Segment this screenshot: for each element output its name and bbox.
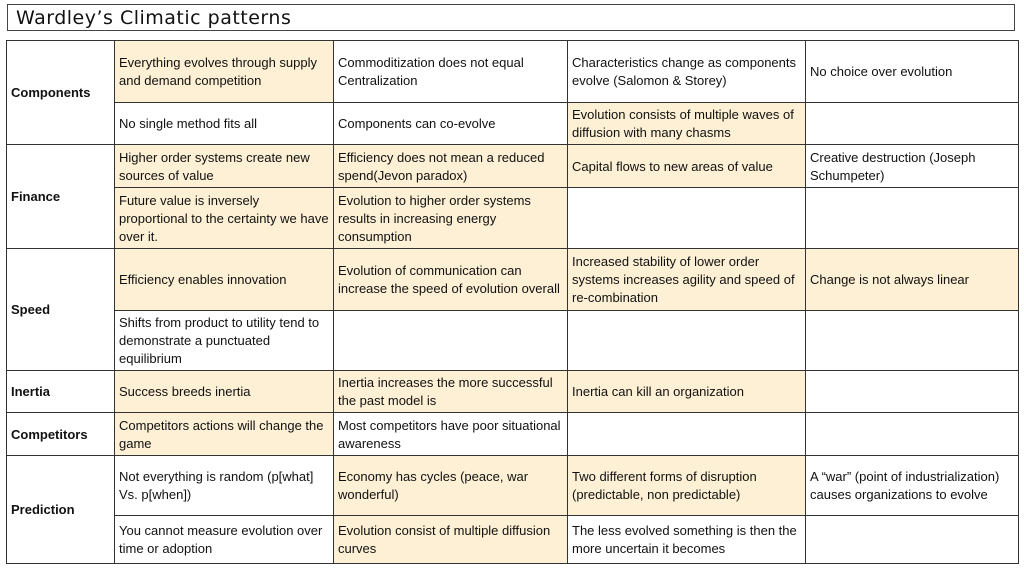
pattern-cell: Efficiency enables innovation xyxy=(115,249,334,311)
pattern-cell: You cannot measure evolution over time or adoption xyxy=(115,516,334,564)
table-row xyxy=(7,249,1019,311)
table-row xyxy=(7,311,1019,371)
pattern-cell: Evolution to higher order systems results in increasing energy consumption xyxy=(334,188,568,249)
pattern-cell: Creative destruction (Joseph Schumpeter) xyxy=(806,145,1019,188)
pattern-cell xyxy=(806,413,1019,456)
table-row xyxy=(7,413,1019,456)
pattern-cell: A “war” (point of industrialization) causes organizations to evolve xyxy=(806,456,1019,516)
table-row xyxy=(7,103,1019,145)
pattern-cell xyxy=(806,516,1019,564)
table-row xyxy=(7,516,1019,564)
pattern-cell: Not everything is random (p[what] Vs. p[when]) xyxy=(115,456,334,516)
pattern-cell: Most competitors have poor situational awareness xyxy=(334,413,568,456)
pattern-cell: Components can co-evolve xyxy=(334,103,568,145)
pattern-cell: Success breeds inertia xyxy=(115,371,334,413)
pattern-cell: Higher order systems create new sources of value xyxy=(115,145,334,188)
pattern-cell: Everything evolves through supply and demand competition xyxy=(115,41,334,103)
pattern-cell: The less evolved something is then the more uncertain it becomes xyxy=(568,516,806,564)
category-label: Finance xyxy=(7,145,115,249)
pattern-cell: Future value is inversely proportional to the certainty we have over it. xyxy=(115,188,334,249)
pattern-cell: Inertia can kill an organization xyxy=(568,371,806,413)
pattern-cell: Two different forms of disruption (predictable, non predictable) xyxy=(568,456,806,516)
category-label: Inertia xyxy=(7,371,115,413)
pattern-cell: No single method fits all xyxy=(115,103,334,145)
category-label: Components xyxy=(7,41,115,145)
pattern-cell: Evolution consist of multiple diffusion curves xyxy=(334,516,568,564)
pattern-cell: Evolution of communication can increase the speed of evolution overall xyxy=(334,249,568,311)
page-title: Wardley’s Climatic patterns xyxy=(16,7,292,29)
pattern-cell: Economy has cycles (peace, war wonderful) xyxy=(334,456,568,516)
pattern-cell: No choice over evolution xyxy=(806,41,1019,103)
table-row xyxy=(7,145,1019,188)
pattern-cell: Competitors actions will change the game xyxy=(115,413,334,456)
patterns-table xyxy=(6,40,1019,564)
pattern-cell xyxy=(334,311,568,371)
pattern-cell: Shifts from product to utility tend to demonstrate a punctuated equilibrium xyxy=(115,311,334,371)
pattern-cell xyxy=(568,413,806,456)
pattern-cell xyxy=(806,103,1019,145)
category-label: Prediction xyxy=(7,456,115,564)
pattern-cell xyxy=(806,311,1019,371)
category-label: Speed xyxy=(7,249,115,371)
title-box xyxy=(7,4,1015,31)
pattern-cell: Commoditization does not equal Centralization xyxy=(334,41,568,103)
category-label: Competitors xyxy=(7,413,115,456)
pattern-cell xyxy=(806,371,1019,413)
pattern-cell: Evolution consists of multiple waves of diffusion with many chasms xyxy=(568,103,806,145)
pattern-cell: Change is not always linear xyxy=(806,249,1019,311)
table-row xyxy=(7,41,1019,103)
pattern-cell: Capital flows to new areas of value xyxy=(568,145,806,188)
pattern-cell xyxy=(568,311,806,371)
pattern-cell: Inertia increases the more successful the past model is xyxy=(334,371,568,413)
pattern-cell: Characteristics change as components evolve (Salomon & Storey) xyxy=(568,41,806,103)
pattern-cell: Efficiency does not mean a reduced spend(Jevon paradox) xyxy=(334,145,568,188)
pattern-cell: Increased stability of lower order systems increases agility and speed of re-combination xyxy=(568,249,806,311)
pattern-cell xyxy=(568,188,806,249)
table-row xyxy=(7,456,1019,516)
pattern-cell xyxy=(806,188,1019,249)
table-row xyxy=(7,371,1019,413)
table-row xyxy=(7,188,1019,249)
